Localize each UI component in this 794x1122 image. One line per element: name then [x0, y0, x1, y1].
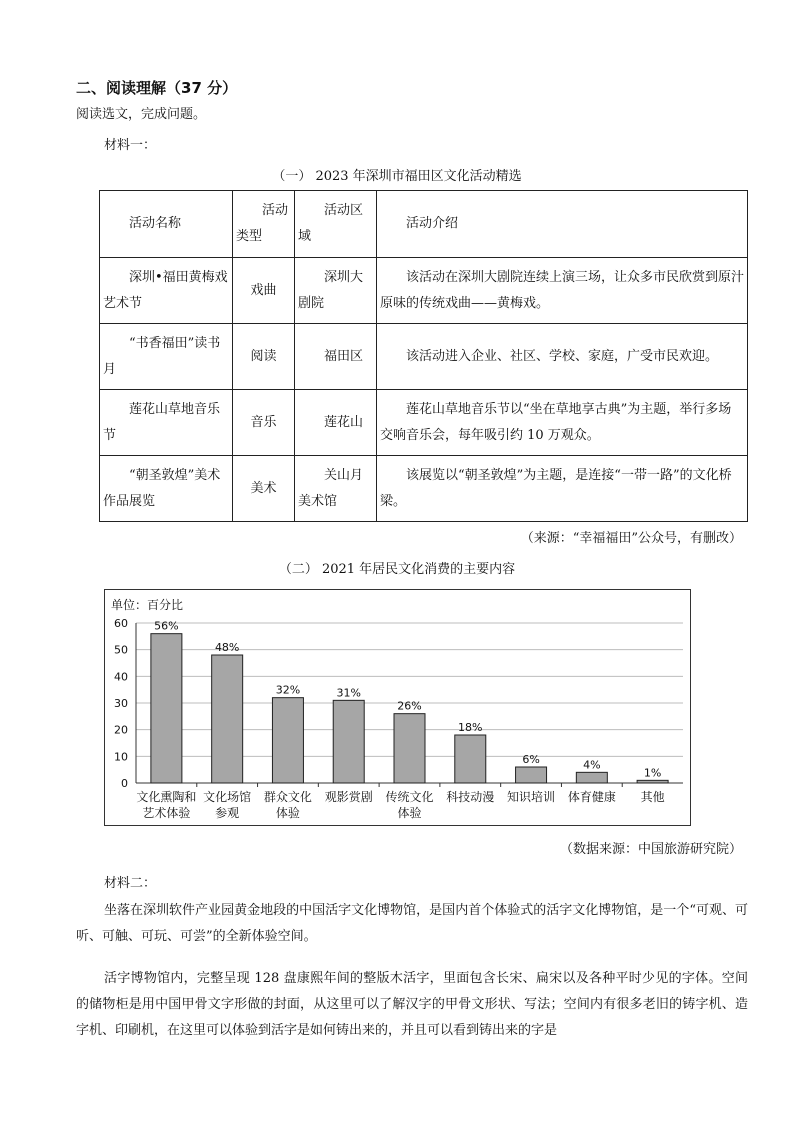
section-title: 二、阅读理解（37 分）: [76, 79, 238, 97]
table-header-cell: 活动介绍: [377, 191, 748, 258]
data-label: 31%: [336, 686, 361, 700]
x-tick-label: 传统文化: [385, 790, 434, 804]
activity-intro-cell: 该活动进入企业、社区、学校、家庭，广受市民欢迎。: [377, 324, 748, 390]
data-label: 1%: [643, 766, 662, 780]
bar: [212, 655, 243, 783]
data-label: 26%: [397, 699, 422, 713]
data-label: 48%: [214, 641, 240, 654]
bar-chart: [104, 589, 691, 826]
bar: [637, 780, 668, 783]
activity-name-cell: 莲花山草地音乐节: [100, 390, 233, 456]
table-row: [100, 456, 748, 522]
y-tick-label: 20: [114, 723, 128, 737]
data-label: 32%: [275, 683, 301, 697]
y-tick-label: 10: [114, 750, 128, 764]
x-tick-label: 知识培训: [507, 790, 556, 804]
x-tick-label: 文化熏陶和: [136, 790, 197, 804]
data-label: 6%: [522, 753, 540, 766]
table-row: [100, 390, 748, 456]
x-tick-label: 体验: [397, 806, 422, 820]
activity-area-cell: 关山月美术馆: [295, 456, 377, 522]
y-tick-label: 30: [114, 697, 128, 710]
bar: [576, 772, 607, 783]
table-source-note: （来源：“幸福福田”公众号，有删改）: [520, 531, 742, 546]
y-tick-label: 50: [114, 643, 128, 657]
chart-source-note: （数据来源：中国旅游研究院）: [559, 842, 742, 857]
x-tick-label: 其他: [640, 790, 665, 804]
activity-area-cell: 莲花山: [295, 390, 377, 456]
chart-unit-label: 单位：百分比: [111, 598, 184, 612]
bar: [394, 714, 425, 783]
body-paragraph: 坐落在深圳软件产业园黄金地段的中国活字文化博物馆，是国内首个体验式的活字文化博物馆，是一个“可观、可听、可触、可玩、可尝”的全新体验空间。: [76, 903, 748, 944]
data-label: 18%: [458, 721, 483, 734]
activity-intro-cell: 该展览以“朝圣敦煌”为主题，是连接“一带一路”的文化桥梁。: [377, 456, 748, 522]
material-two-label: 材料二：: [104, 876, 157, 891]
x-tick-label: 艺术体验: [142, 806, 191, 820]
body-paragraph: 活字博物馆内，完整呈现 128 盘康熙年间的整版木活字，里面包含长宋、扁宋以及各种平时少见的字体。空间的储物柜是用中国甲骨文字形做的封面，从这里可以了解汉字的甲骨文形状、写法；空间内有很多老旧的铸字机、造字机、印刷机，在这里可以体验到活字是如何铸出来的，并且可以看到铸出来的字是: [76, 971, 748, 1038]
bar: [151, 634, 182, 783]
bar-chart-svg: [105, 590, 690, 825]
bar: [333, 700, 364, 783]
activity-name-cell: “朝圣敦煌”美术作品展览: [100, 456, 233, 522]
data-label: 56%: [154, 619, 179, 633]
activities-table: [99, 190, 748, 522]
activity-type-cell: 阅读: [233, 324, 295, 390]
activity-name-cell: 深圳•福田黄梅戏艺术节: [100, 258, 233, 324]
y-tick-label: 40: [114, 670, 128, 684]
x-tick-label: 科技动漫: [446, 790, 495, 804]
x-tick-label: 体验: [275, 806, 300, 820]
chart-caption: （二） 2021 年居民文化消费的主要内容: [278, 562, 516, 577]
bar: [272, 698, 303, 783]
material-one-label: 材料一：: [104, 138, 157, 153]
activity-type-cell: 戏曲: [233, 258, 295, 324]
table-caption: （一） 2023 年深圳市福田区文化活动精选: [272, 169, 522, 184]
activity-area-cell: 深圳大剧院: [295, 258, 377, 324]
table-header-row: [100, 191, 748, 258]
instruction-text: 阅读选文，完成问题。: [76, 107, 207, 122]
data-label: 4%: [583, 758, 601, 772]
table-row: [100, 324, 748, 390]
activity-type-cell: 美术: [233, 456, 295, 522]
activity-intro-cell: 该活动在深圳大剧院连续上演三场，让众多市民欣赏到原汁原味的传统戏曲——黄梅戏。: [377, 258, 748, 324]
x-tick-label: 观影赏剧: [324, 790, 373, 804]
table-row: [100, 258, 748, 324]
table-header-cell: 活动名称: [100, 191, 233, 258]
x-tick-label: 体育健康: [567, 790, 616, 804]
table-header-cell: 活动类型: [233, 191, 295, 258]
y-tick-label: 60: [114, 617, 128, 630]
table-header-cell: 活动区域: [295, 191, 377, 258]
x-tick-label: 群众文化: [263, 790, 312, 804]
bar: [455, 735, 486, 783]
bar: [516, 767, 547, 783]
activity-name-cell: “书香福田”读书月: [100, 324, 233, 390]
activity-type-cell: 音乐: [233, 390, 295, 456]
y-tick-label: 0: [121, 777, 128, 790]
activity-intro-cell: 莲花山草地音乐节以“坐在草地享古典”为主题，举行多场交响音乐会，每年吸引约 10 万观众。: [377, 390, 748, 456]
x-tick-label: 参观: [215, 806, 240, 820]
activity-area-cell: 福田区: [295, 324, 377, 390]
x-tick-label: 文化场馆: [203, 790, 252, 804]
